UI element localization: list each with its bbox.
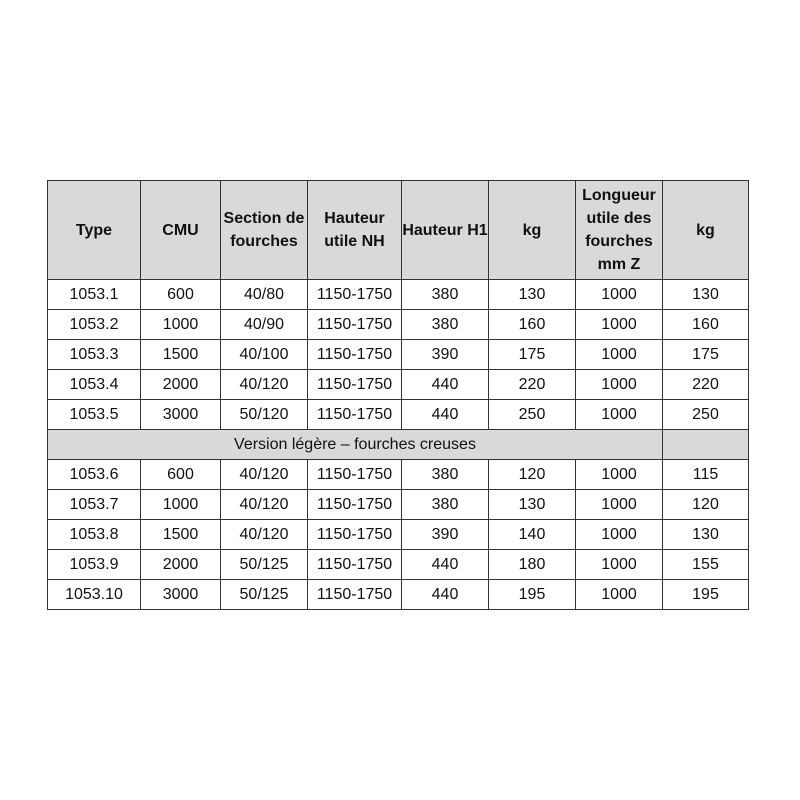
cell-hauteur-utile: 1150-1750 bbox=[308, 490, 402, 520]
cell-cmu: 2000 bbox=[141, 550, 221, 580]
cell-kg-2: 250 bbox=[663, 400, 749, 430]
header-section-fourches: Section de fourches bbox=[221, 181, 308, 280]
cell-hauteur-h1: 440 bbox=[402, 370, 489, 400]
cell-section: 40/120 bbox=[221, 460, 308, 490]
table-row bbox=[48, 310, 749, 340]
table-row bbox=[48, 340, 749, 370]
cell-cmu: 3000 bbox=[141, 400, 221, 430]
cell-type: 1053.3 bbox=[48, 340, 141, 370]
section-blank-cell bbox=[663, 430, 749, 460]
cell-type: 1053.6 bbox=[48, 460, 141, 490]
header-longueur-utile: Longueur utile des fourches mm Z bbox=[576, 181, 663, 280]
cell-longueur: 1000 bbox=[576, 580, 663, 610]
cell-cmu: 1500 bbox=[141, 340, 221, 370]
cell-hauteur-h1: 380 bbox=[402, 460, 489, 490]
cell-longueur: 1000 bbox=[576, 550, 663, 580]
cell-hauteur-utile: 1150-1750 bbox=[308, 460, 402, 490]
cell-section: 50/125 bbox=[221, 580, 308, 610]
header-type: Type bbox=[48, 181, 141, 280]
table-row bbox=[48, 370, 749, 400]
cell-type: 1053.9 bbox=[48, 550, 141, 580]
table-body bbox=[48, 280, 749, 610]
cell-kg: 130 bbox=[489, 490, 576, 520]
header-hauteur-h1: Hauteur H1 bbox=[402, 181, 489, 280]
cell-cmu: 1000 bbox=[141, 490, 221, 520]
section-label: Version légère – fourches creuses bbox=[48, 430, 663, 460]
cell-section: 40/80 bbox=[221, 280, 308, 310]
cell-kg-2: 120 bbox=[663, 490, 749, 520]
table-row bbox=[48, 280, 749, 310]
cell-hauteur-h1: 390 bbox=[402, 520, 489, 550]
cell-hauteur-h1: 390 bbox=[402, 340, 489, 370]
cell-hauteur-utile: 1150-1750 bbox=[308, 280, 402, 310]
cell-cmu: 600 bbox=[141, 280, 221, 310]
cell-cmu: 2000 bbox=[141, 370, 221, 400]
cell-kg-2: 160 bbox=[663, 310, 749, 340]
cell-type: 1053.8 bbox=[48, 520, 141, 550]
table-row bbox=[48, 490, 749, 520]
header-hauteur-utile: Hauteur utile NH bbox=[308, 181, 402, 280]
cell-cmu: 1500 bbox=[141, 520, 221, 550]
cell-longueur: 1000 bbox=[576, 280, 663, 310]
cell-kg-2: 195 bbox=[663, 580, 749, 610]
table-row bbox=[48, 460, 749, 490]
cell-kg-2: 130 bbox=[663, 520, 749, 550]
table-row bbox=[48, 580, 749, 610]
cell-section: 50/125 bbox=[221, 550, 308, 580]
cell-section: 40/100 bbox=[221, 340, 308, 370]
cell-longueur: 1000 bbox=[576, 340, 663, 370]
cell-kg-2: 155 bbox=[663, 550, 749, 580]
cell-longueur: 1000 bbox=[576, 460, 663, 490]
cell-type: 1053.10 bbox=[48, 580, 141, 610]
cell-section: 40/120 bbox=[221, 370, 308, 400]
header-kg-2: kg bbox=[663, 181, 749, 280]
cell-type: 1053.2 bbox=[48, 310, 141, 340]
cell-kg: 195 bbox=[489, 580, 576, 610]
table-row bbox=[48, 520, 749, 550]
section-row bbox=[48, 430, 749, 460]
cell-type: 1053.1 bbox=[48, 280, 141, 310]
cell-kg: 250 bbox=[489, 400, 576, 430]
cell-hauteur-utile: 1150-1750 bbox=[308, 580, 402, 610]
cell-longueur: 1000 bbox=[576, 520, 663, 550]
cell-longueur: 1000 bbox=[576, 400, 663, 430]
cell-section: 40/120 bbox=[221, 490, 308, 520]
cell-hauteur-utile: 1150-1750 bbox=[308, 310, 402, 340]
cell-longueur: 1000 bbox=[576, 370, 663, 400]
cell-hauteur-h1: 440 bbox=[402, 550, 489, 580]
cell-kg-2: 115 bbox=[663, 460, 749, 490]
cell-kg: 120 bbox=[489, 460, 576, 490]
table-row bbox=[48, 550, 749, 580]
cell-hauteur-utile: 1150-1750 bbox=[308, 400, 402, 430]
cell-hauteur-utile: 1150-1750 bbox=[308, 550, 402, 580]
cell-hauteur-h1: 440 bbox=[402, 400, 489, 430]
table-row bbox=[48, 400, 749, 430]
cell-cmu: 1000 bbox=[141, 310, 221, 340]
header-row bbox=[48, 181, 749, 280]
cell-kg: 220 bbox=[489, 370, 576, 400]
cell-kg-2: 130 bbox=[663, 280, 749, 310]
cell-section: 50/120 bbox=[221, 400, 308, 430]
spec-table-container bbox=[47, 180, 749, 610]
cell-cmu: 3000 bbox=[141, 580, 221, 610]
cell-cmu: 600 bbox=[141, 460, 221, 490]
cell-kg: 140 bbox=[489, 520, 576, 550]
cell-hauteur-utile: 1150-1750 bbox=[308, 520, 402, 550]
cell-hauteur-h1: 380 bbox=[402, 310, 489, 340]
cell-hauteur-utile: 1150-1750 bbox=[308, 340, 402, 370]
cell-kg: 130 bbox=[489, 280, 576, 310]
header-kg: kg bbox=[489, 181, 576, 280]
cell-type: 1053.4 bbox=[48, 370, 141, 400]
cell-kg: 160 bbox=[489, 310, 576, 340]
header-cmu: CMU bbox=[141, 181, 221, 280]
cell-type: 1053.5 bbox=[48, 400, 141, 430]
spec-table bbox=[47, 180, 749, 610]
cell-hauteur-h1: 380 bbox=[402, 280, 489, 310]
cell-hauteur-h1: 440 bbox=[402, 580, 489, 610]
cell-longueur: 1000 bbox=[576, 490, 663, 520]
cell-kg: 175 bbox=[489, 340, 576, 370]
cell-hauteur-h1: 380 bbox=[402, 490, 489, 520]
cell-longueur: 1000 bbox=[576, 310, 663, 340]
cell-type: 1053.7 bbox=[48, 490, 141, 520]
cell-kg-2: 220 bbox=[663, 370, 749, 400]
cell-hauteur-utile: 1150-1750 bbox=[308, 370, 402, 400]
cell-kg: 180 bbox=[489, 550, 576, 580]
cell-section: 40/120 bbox=[221, 520, 308, 550]
cell-kg-2: 175 bbox=[663, 340, 749, 370]
cell-section: 40/90 bbox=[221, 310, 308, 340]
